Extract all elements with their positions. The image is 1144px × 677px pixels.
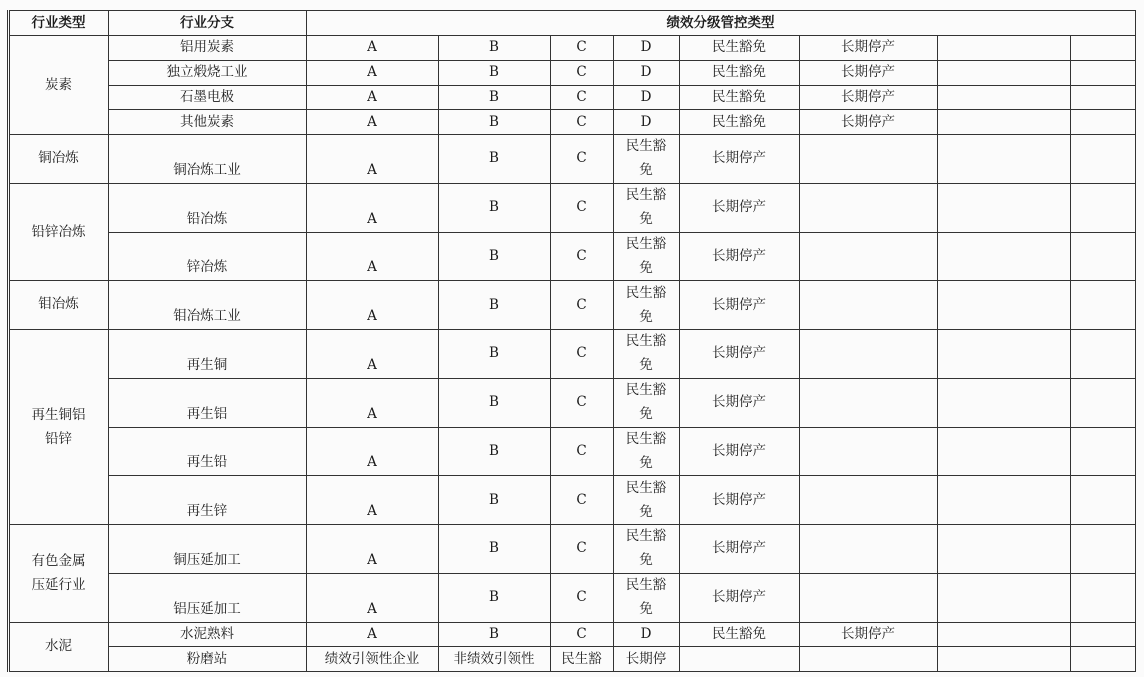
industry-branch-cell: 铝用炭素 [180,39,234,56]
table-rule [679,35,680,672]
table-rule [108,60,1136,61]
control-type-cell: 长期停产 [841,88,895,105]
control-type-cell: 长期停产 [712,199,766,216]
control-type-cell: 民生豁免 [712,39,766,56]
table-rule [306,10,307,672]
control-type-cell: D [640,64,652,81]
control-type-cell: 民生豁 [561,650,602,667]
table-rule [7,10,8,672]
table-rule [108,475,1136,476]
table-rule [108,646,1136,647]
control-type-cell: C [576,442,587,459]
control-type-cell: D [640,88,652,105]
control-type-cell: 长期停产 [712,296,766,313]
control-type-cell: 民生豁免 [625,528,667,569]
table-rule [613,35,614,672]
control-type-cell: B [489,88,499,105]
table-rule [438,35,439,672]
table-rule [9,671,1136,672]
industry-type-cell: 炭素 [45,76,72,93]
control-type-cell: 长期停产 [841,625,895,642]
table-rule [9,280,1136,281]
table-rule [1135,10,1136,672]
table-rule [9,524,1136,525]
control-type-cell: 民生豁免 [625,430,667,471]
header-industry-branch: 行业分支 [180,14,234,31]
industry-branch-cell: 其他炭素 [180,113,234,130]
industry-type-cell: 有色金属压延行业 [31,552,86,593]
table-rule [9,329,1136,330]
control-type-cell: A [367,625,377,642]
table-rule [108,85,1136,86]
control-type-cell: 绩效引领性企业 [324,650,420,667]
table-rule [937,35,938,672]
table-rule [108,109,1136,110]
control-type-cell: 民生豁免 [625,333,667,374]
industry-branch-cell: 铅冶炼 [186,210,228,227]
control-type-cell: B [489,199,499,216]
control-type-cell: A [367,64,377,81]
control-type-cell: 民生豁免 [625,284,667,325]
control-type-cell: A [367,454,377,471]
control-type-cell: 长期停产 [712,589,766,606]
control-type-cell: B [489,589,499,606]
control-type-cell: C [576,88,587,105]
control-type-cell: 民生豁免 [625,138,667,179]
table-rule [108,573,1136,574]
control-type-cell: 民生豁免 [625,577,667,618]
control-type-cell: A [367,600,377,617]
table-rule [9,134,1136,135]
table-rule [108,378,1136,379]
control-type-cell: 非绩效引领性 [453,650,535,667]
control-type-cell: C [576,345,587,362]
control-type-cell: D [640,113,652,130]
table-rule [108,427,1136,428]
control-type-cell: 长期停产 [841,64,895,81]
control-type-cell: B [489,394,499,411]
header-control-type: 绩效分级管控类型 [666,14,775,31]
industry-branch-cell: 独立煅烧工业 [166,64,248,81]
control-type-cell: 长期停产 [712,540,766,557]
header-industry-type: 行业类型 [31,14,86,31]
industry-branch-cell: 再生锌 [186,503,228,519]
control-type-cell: A [367,356,377,373]
control-type-cell: B [489,150,499,167]
control-type-cell: 民生豁免 [625,382,667,423]
control-type-cell: 长期停产 [712,491,766,508]
table-rule [9,183,1136,184]
table-rule [9,10,1136,11]
control-type-cell: A [367,88,377,105]
control-type-cell: C [576,113,587,130]
industry-branch-cell: 铜压延加工 [173,551,241,568]
control-type-cell: C [576,296,587,313]
control-type-cell: A [367,161,377,178]
industry-branch-cell: 再生铅 [186,454,228,471]
control-type-cell: C [576,247,587,264]
control-type-cell: B [489,113,499,130]
industry-branch-cell: 石墨电极 [180,88,234,105]
control-type-cell: 长期停 [625,650,667,667]
table-rule [108,232,1136,233]
control-type-cell: C [576,394,587,411]
control-type-cell: 民生豁免 [712,64,766,81]
control-type-cell: A [367,210,377,227]
control-type-cell: 长期停产 [841,113,895,130]
control-type-cell: B [489,540,499,557]
industry-branch-cell: 粉磨站 [186,650,228,667]
control-type-cell: 民生豁免 [712,113,766,130]
control-type-cell: B [489,247,499,264]
control-type-cell: A [367,405,377,422]
control-type-cell: A [367,39,377,56]
control-type-cell: B [489,345,499,362]
table-rule [108,10,109,672]
control-type-cell: C [576,625,587,642]
control-type-cell: A [367,259,377,276]
control-type-cell: B [489,491,499,508]
control-type-cell: 民生豁免 [712,88,766,105]
control-type-cell: C [576,199,587,216]
table-rule [9,10,10,672]
industry-branch-cell: 水泥熟料 [180,625,234,642]
control-type-cell: D [640,625,652,642]
control-type-cell: 长期停产 [712,442,766,459]
control-type-cell: B [489,64,499,81]
table-rule [9,622,1136,623]
industry-branch-cell: 钼冶炼工业 [173,308,241,324]
industry-branch-cell: 铜冶炼工业 [173,161,241,178]
control-type-cell: C [576,491,587,508]
control-type-cell: A [367,551,377,568]
control-type-cell: A [367,308,377,324]
control-type-cell: 民生豁免 [625,479,667,520]
control-type-cell: A [367,113,377,130]
control-type-cell: 长期停产 [712,247,766,264]
control-type-cell: 长期停产 [841,39,895,56]
control-type-cell: 长期停产 [712,150,766,167]
control-type-cell: C [576,150,587,167]
table-rule [9,35,1136,36]
control-type-cell: C [576,540,587,557]
control-type-cell: D [640,39,652,56]
control-type-cell: C [576,589,587,606]
industry-branch-cell: 铝压延加工 [173,600,241,617]
control-type-cell: B [489,442,499,459]
industry-branch-cell: 锌冶炼 [186,259,228,276]
control-type-cell: 长期停产 [712,345,766,362]
control-type-cell: 民生豁免 [712,625,766,642]
control-type-cell: C [576,39,587,56]
table-rule [799,35,800,672]
control-type-cell: B [489,296,499,313]
control-type-cell: B [489,39,499,56]
industry-type-cell: 水泥 [45,638,72,655]
control-type-cell: 民生豁免 [625,235,667,276]
industry-type-cell: 铜冶炼 [38,149,79,166]
industry-type-cell: 钼冶炼 [38,296,79,313]
control-type-cell: A [367,503,377,519]
control-type-cell: C [576,64,587,81]
table-rule [1070,35,1071,672]
industry-branch-cell: 再生铜 [186,356,228,373]
control-type-cell: 民生豁免 [625,187,667,228]
table-rule [550,35,551,672]
industry-branch-cell: 再生铝 [186,405,228,422]
industry-type-cell: 再生铜铝铅锌 [31,406,86,447]
industry-type-cell: 铅锌冶炼 [31,223,86,240]
control-type-cell: 长期停产 [712,394,766,411]
control-type-cell: B [489,625,499,642]
